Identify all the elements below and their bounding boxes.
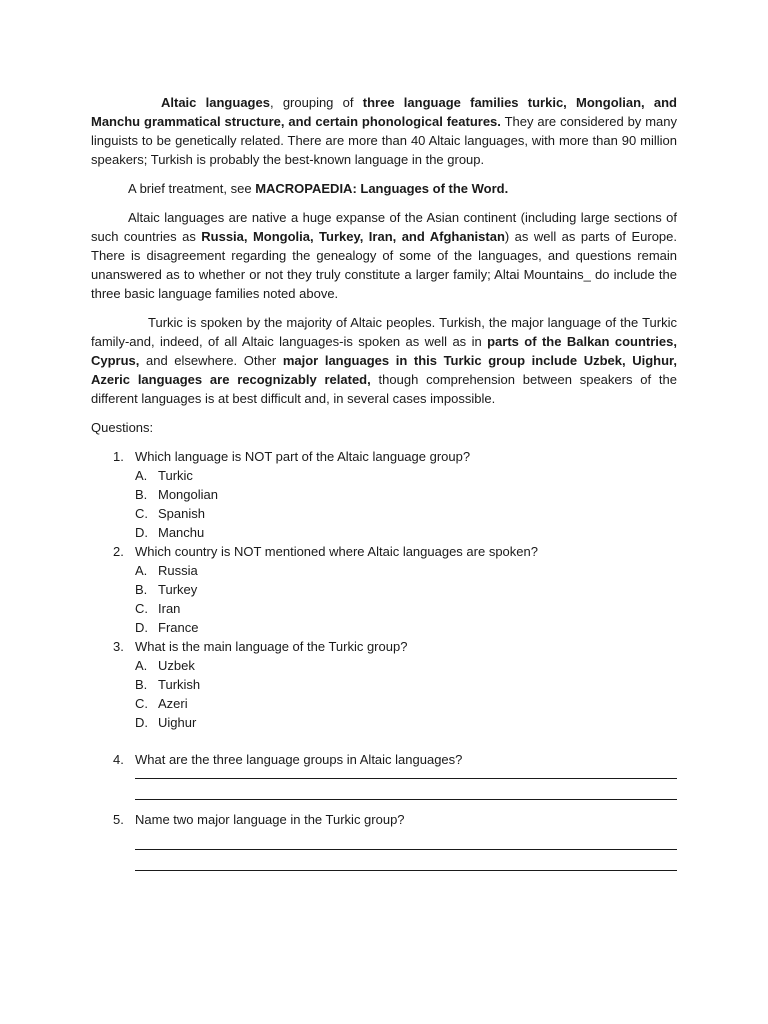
spacer [91,732,677,750]
question-text: What are the three language groups in Altaic languages? [135,752,463,767]
option-text: Manchu [158,525,205,540]
question-text: What is the main language of the Turkic group? [135,639,408,654]
question-3 [91,637,677,656]
turkic-paragraph [91,313,677,408]
geography-countries: Russia, Mongolia, Turkey, Iran, and Afghanistan [201,229,505,244]
question-1-option-b [91,485,677,504]
question-1-option-d [91,523,677,542]
option-letter: B. [135,582,148,597]
question-3-option-d [91,713,677,732]
answer-line[interactable] [135,778,677,779]
option-text: Uzbek [158,658,195,673]
option-letter: D. [135,715,148,730]
question-2 [91,542,677,561]
spacer [91,800,677,810]
option-text: Russia [158,563,198,578]
geography-text: Altaic languages are native a huge expanse of the Asian continent (including large sections of such countries as [91,210,677,244]
option-letter: C. [135,601,148,616]
question-3-option-b [91,675,677,694]
question-1-option-a [91,466,677,485]
question-2-option-a [91,561,677,580]
option-letter: D. [135,620,148,635]
question-2-option-c [91,599,677,618]
question-5 [91,810,677,829]
question-3-option-a [91,656,677,675]
turkic-text-2: and elsewhere. Other [139,353,283,368]
option-text: Uighur [158,715,197,730]
question-text: Name two major language in the Turkic group? [135,812,405,827]
question-4 [91,750,677,769]
option-text: Spanish [158,506,205,521]
turkic-languages: major languages in this Turkic group include Uzbek, Uighur, Azeric languages are recognizably related, [91,353,677,387]
geography-paragraph [91,208,677,303]
option-letter: D. [135,525,148,540]
question-number: 5. [113,812,124,827]
question-number: 4. [113,752,124,767]
intro-paragraph [91,93,677,169]
question-2-option-d [91,618,677,637]
question-2-option-b [91,580,677,599]
option-text: Azeri [158,696,188,711]
question-1-option-c [91,504,677,523]
question-text: Which country is NOT mentioned where Altaic languages are spoken? [135,544,538,559]
answer-line[interactable] [135,870,677,871]
option-letter: A. [135,468,148,483]
answer-line[interactable] [135,849,677,850]
question-number: 3. [113,639,124,654]
reference-title: MACROPAEDIA: Languages of the Word. [255,181,509,196]
intro-text: , grouping of [269,95,363,110]
document-body [91,93,677,871]
option-text: France [158,620,199,635]
option-letter: C. [135,506,148,521]
geography-text-rest: ) as well as parts of Europe. There is disagreement regarding the genealogy of some of the languages, and questions remain unanswered as to whether or not they truly constitute a larger family; Altai Mountains_ do include the three basic language families noted above. [91,229,677,301]
option-text: Mongolian [158,487,218,502]
question-number: 2. [113,544,124,559]
question-1 [91,447,677,466]
option-text: Turkey [158,582,198,597]
turkic-text-rest: though comprehension between speakers of the different languages is at best difficult and, in several cases impossible. [91,372,677,406]
option-letter: A. [135,563,148,578]
option-text: Iran [158,601,181,616]
question-text: Which language is NOT part of the Altaic language group? [135,449,471,464]
reference-paragraph [91,179,677,198]
intro-emphasis: three language families turkic, Mongolian, and Manchu grammatical structure, and certain phonological features. [91,95,678,129]
reference-text: A brief treatment, see [128,181,256,196]
question-3-option-c [91,694,677,713]
turkic-regions: parts of the Balkan countries, Cyprus, [91,334,677,368]
intro-term: Altaic languages [161,95,270,110]
option-letter: B. [135,487,148,502]
option-letter: C. [135,696,148,711]
option-text: Turkish [158,677,201,692]
option-letter: B. [135,677,148,692]
questions-heading: Questions: [91,420,154,435]
intro-text-rest: They are considered by many linguists to be genetically related. There are more than 40 Altaic languages, with more than 90 million speakers; Turkish is probably the best-known language in the group. [91,114,677,167]
option-letter: A. [135,658,148,673]
turkic-text: Turkic is spoken by the majority of Altaic peoples. Turkish, the major language of the Turkic family-and, indeed, of all Altaic languages-is spoken as well as in [91,315,677,349]
question-number: 1. [113,449,124,464]
option-text: Turkic [158,468,193,483]
